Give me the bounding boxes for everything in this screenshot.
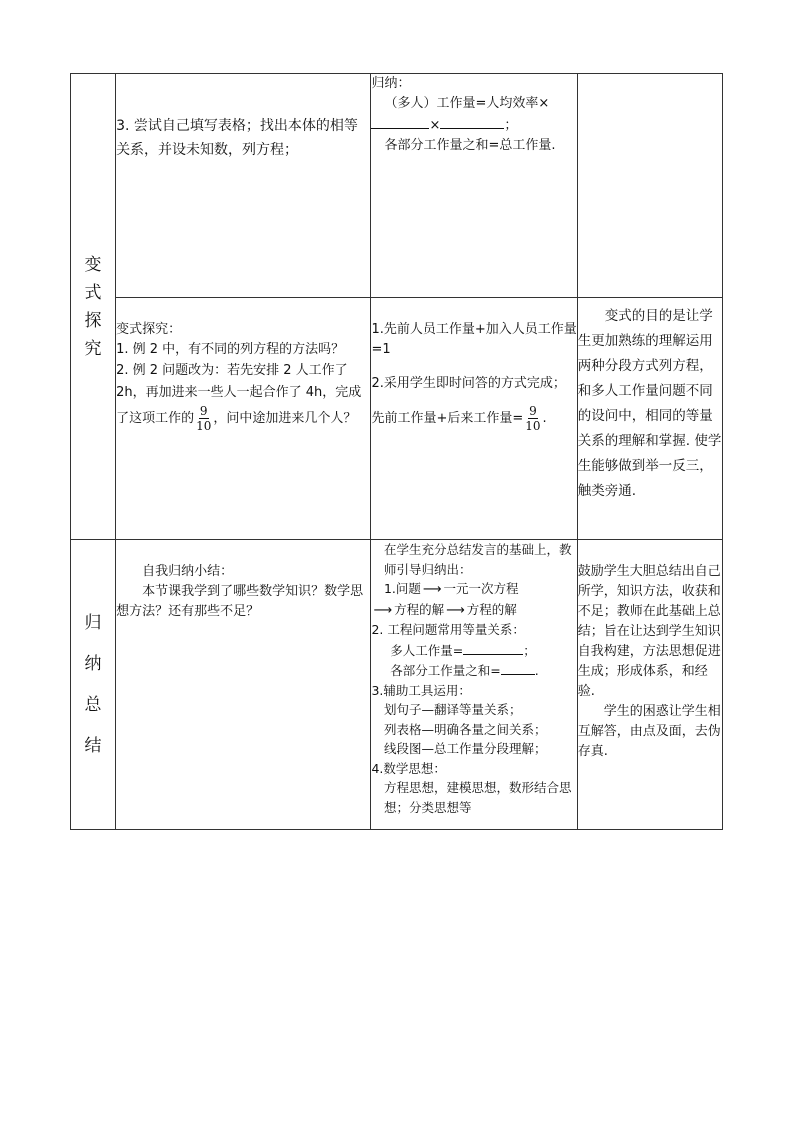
- guide-formula: [371, 404, 576, 433]
- flow-step: 方程的解: [394, 601, 445, 617]
- intent-text: 变式的目的是让学生更加熟练的理解运用两种分段方式列方程，和多人工作量问题不同的设问中，相同的等量关系的理解和掌握. 使学生能够做到举一反三，触类旁通.: [577, 308, 722, 499]
- section-char: 归: [84, 612, 102, 633]
- formula-text: 各部分工作量之和=: [390, 663, 501, 678]
- fraction-denominator: 10: [196, 419, 212, 433]
- section-char: 结: [84, 735, 102, 756]
- guide-formula: 各部分工作量之和=总工作量.: [384, 138, 556, 153]
- flow-step: 1.问题: [383, 581, 421, 596]
- intent-cell: [577, 298, 722, 540]
- guide-cell: [371, 298, 577, 540]
- punctuation: .: [542, 411, 547, 426]
- question-text: ，问中途加进来几个人？: [213, 411, 357, 426]
- blank-line: [371, 114, 429, 129]
- table-row: [71, 74, 723, 298]
- flow-line: [371, 600, 576, 621]
- section-label-summary: [71, 540, 116, 830]
- activity-question: 1. 例 2 中，有不同的列方程的方法吗？: [116, 342, 345, 357]
- section-char: 究: [84, 338, 102, 359]
- blank-line: [440, 114, 504, 129]
- activity-cell: [116, 540, 371, 830]
- section-char: 纳: [84, 653, 102, 674]
- blank-line: [501, 660, 535, 675]
- activity-question: [116, 360, 370, 433]
- activity-text: 本节课我学到了哪些数学知识？数学思想方法？还有那些不足？: [116, 584, 364, 619]
- question-text: 2. 例 2 问题改为：若先安排 2 人工作了 2h，再加进来一些人一起合作了 4h，完成了这项工作的: [116, 363, 362, 426]
- flow-step: 一元一次方程: [443, 581, 519, 596]
- intent-text: 鼓励学生大胆总结出自己所学，知识方法，收获和不足；教师在此基础上总结；旨在让达到学生知识自我构建，方法思想促进生成；形成体系，和经验.: [577, 564, 721, 699]
- fraction-denominator: 10: [525, 419, 541, 433]
- arrow-right-icon: ⟶: [422, 582, 442, 597]
- guide-intro: 在学生充分总结发言的基础上，教师引导归纳出：: [383, 542, 572, 577]
- formula-text: 先前工作量+后来工作量=: [371, 411, 524, 426]
- table-row: [71, 298, 723, 540]
- guide-item: 方程思想，建模思想，数形结合思想；分类思想等: [383, 780, 572, 815]
- intent-cell: [577, 540, 722, 830]
- lesson-plan-table: [70, 73, 723, 830]
- fraction: [196, 404, 211, 433]
- flow-step: 方程的解: [466, 601, 517, 617]
- guide-cell: [371, 74, 577, 298]
- times-sign: ×: [429, 118, 441, 133]
- flow-line: [371, 579, 576, 600]
- activity-text: 3. 尝试自己填写表格；找出本体的相等关系，并设未知数，列方程；: [116, 118, 358, 158]
- activity-title: 变式探究：: [116, 322, 182, 337]
- guide-item: 2. 工程问题常用等量关系：: [371, 622, 525, 637]
- intent-text: 学生的困惑让学生相互解答，由点及面，去伪存真.: [577, 704, 721, 759]
- guide-cell: [371, 540, 577, 830]
- section-char: 总: [84, 694, 102, 715]
- blank-line: [463, 640, 523, 655]
- punctuation: ；: [523, 642, 536, 658]
- section-char: 变: [84, 254, 102, 275]
- activity-cell: [116, 298, 371, 540]
- formula-text: 多人工作量=: [390, 642, 464, 658]
- section-char: 探: [84, 310, 102, 331]
- activity-cell: [116, 74, 371, 298]
- table-row: [71, 540, 723, 830]
- fraction: [525, 404, 540, 433]
- guide-item: 3.辅助工具运用：: [371, 682, 471, 698]
- guide-formula: [371, 640, 576, 661]
- section-label-variation: [71, 74, 116, 540]
- fraction-numerator: 9: [529, 404, 537, 418]
- guide-item: 1.先前人员工作量+加入人员工作量=1: [371, 322, 577, 357]
- guide-title: 归纳：: [371, 76, 411, 91]
- guide-item: 4.数学思想：: [371, 760, 446, 776]
- guide-formula: [371, 660, 576, 681]
- guide-item: 2.采用学生即时问答的方式完成；: [371, 376, 566, 391]
- guide-item: 列表格—明确各量之间关系；: [383, 721, 547, 737]
- guide-formula: （多人）工作量=人均效率×: [384, 96, 550, 111]
- guide-item: 划句子—翻译等量关系；: [383, 702, 522, 717]
- guide-item: 线段图—总工作量分段理解；: [383, 741, 547, 756]
- fraction-numerator: 9: [199, 404, 208, 418]
- arrow-right-icon: ⟶: [446, 602, 465, 618]
- section-char: 式: [84, 282, 102, 303]
- intent-cell: [577, 74, 722, 298]
- punctuation: .: [534, 663, 539, 678]
- arrow-right-icon: ⟶: [373, 602, 393, 618]
- guide-formula-blanks: [371, 114, 576, 136]
- punctuation: ；: [504, 118, 518, 133]
- activity-title: 自我归纳小结：: [142, 564, 234, 579]
